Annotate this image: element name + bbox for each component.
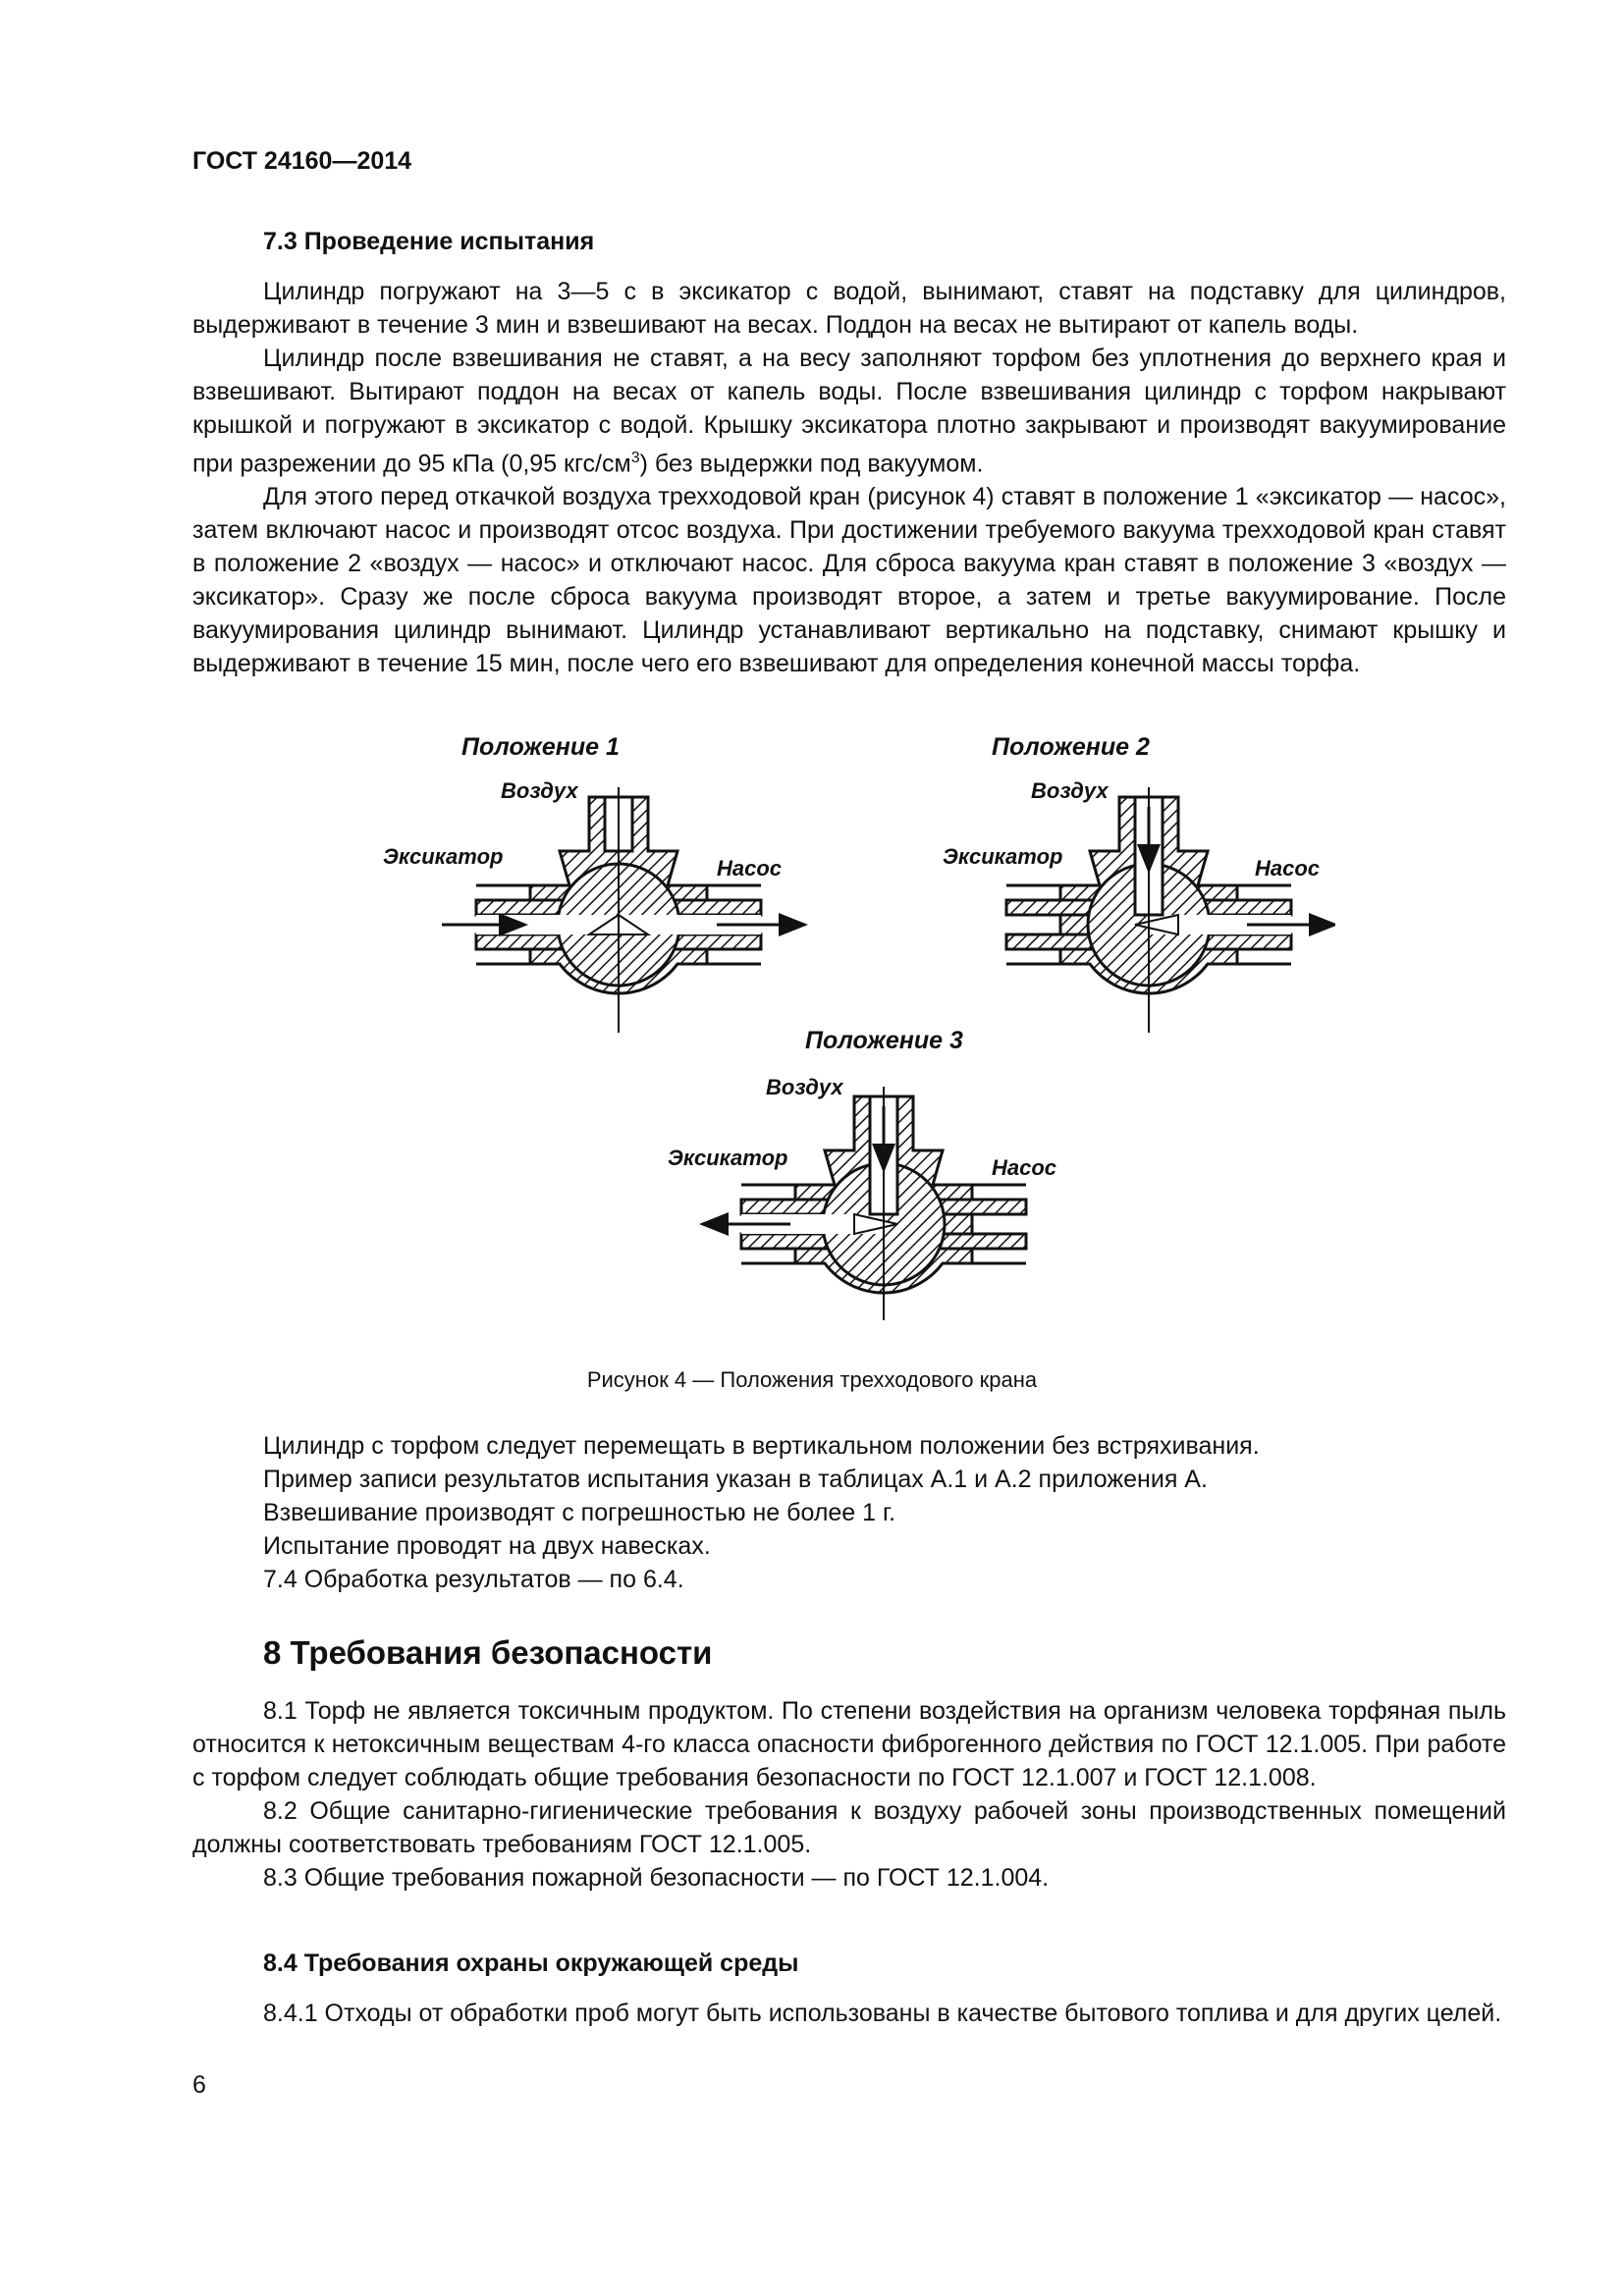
pump-label: Насос [992,1155,1057,1180]
valve-position-1 [442,787,805,1033]
text-line: Испытание проводят на двух навесках. [263,1532,711,1560]
document-id: ГОСТ 24160—2014 [192,147,412,175]
figure-4-three-way-valve [353,721,1335,1320]
section-7-3-title: 7.3 Проведение испытания [263,228,595,255]
section-7-3-body [192,275,1506,680]
paragraph-text: ) без выдержки под вакуумом. [639,450,984,478]
text-line: Цилиндр с торфом следует перемещать в вертикальном положении без встряхивания. [263,1432,1260,1460]
air-label: Воздух [1031,778,1109,803]
paragraph: Цилиндр погружают на 3—5 с в эксикатор с водой, вынимают, ставят на подставку для цилиндров, выдерживают в течение 3 мин и взвешивают на весах. Поддон на весах не вытирают от капель воды. [192,278,1506,339]
pump-label: Насос [1255,856,1321,881]
section-8-4-title: 8.4 Требования охраны окружающей среды [263,1949,799,1977]
page-number: 6 [192,2071,206,2099]
desiccator-label: Эксикатор [943,844,1063,869]
paragraph [192,342,1506,480]
paragraph: 8.3 Общие требования пожарной безопасности — по ГОСТ 12.1.004. [263,1864,1050,1892]
valve-position-2 [1006,787,1335,1033]
desiccator-label: Эксикатор [668,1146,788,1170]
text-line: 7.4 Обработка результатов — по 6.4. [263,1566,684,1593]
air-label: Воздух [501,778,578,803]
paragraph: 8.1 Торф не является токсичным продуктом. По степени воздействия на организм человека торфяная пыль относится к нетоксичным веществам 4-го класса опасности фиброгенного действия по ГОСТ 12.1.005. При работе с торфом следует соблюдать общие требования безопасности по ГОСТ 12.1.007 и ГОСТ 12.1.008. [192,1697,1506,1791]
valve-position-3 [702,1087,1026,1320]
paragraph-text: Цилиндр после взвешивания не ставят, а на весу заполняют торфом без уплотнения до верхнего края и взвешивают. Вытирают поддон на весах от капель воды. После взвешивания цилиндр с торфом накрывают крышкой и погружают в эксикатор с водой. Крышку эксикатора плотно закрывают и производят вакуумирование при разрежении до 95 кПа (0,95 кгс/см [192,345,1506,478]
section-8-title: 8 Требования безопасности [263,1634,713,1671]
position-3-title: Положение 3 [805,1027,963,1054]
text-line: Взвешивание производят с погрешностью не более 1 г. [263,1499,896,1526]
superscript: 3 [630,450,640,466]
pump-label: Насос [717,856,783,881]
paragraph: 8.2 Общие санитарно-гигиенические требования к воздуху рабочей зоны производственных помещений должны соответствовать требованиям ГОСТ 12.1.005. [192,1797,1506,1858]
position-1-title: Положение 1 [461,733,620,761]
desiccator-label: Эксикатор [383,844,504,869]
air-label: Воздух [766,1075,843,1099]
paragraph: Для этого перед откачкой воздуха трехходовой кран (рисунок 4) ставят в положение 1 «эксикатор — насос», затем включают насос и производят отсос воздуха. При достижении требуемого вакуума трехходовой кран ставят в положение 2 «воздух — насос» и отключают насос. Для сброса вакуума кран ставят в положение 3 «воздух — эксикатор». Сразу же после сброса вакуума производят второе, а затем и третье вакуумирование. После вакуумирования цилиндр вынимают. Цилиндр устанавливают вертикально на подставку, снимают крышку и выдерживают в течение 15 мин, после чего его взвешивают для определения конечной массы торфа. [192,483,1506,678]
paragraph: 8.4.1 Отходы от обработки проб могут быть использованы в качестве бытового топлива и для других целей. [263,2000,1502,2027]
position-2-title: Положение 2 [992,733,1150,761]
text-line: Пример записи результатов испытания указан в таблицах А.1 и А.2 приложения А. [263,1466,1208,1493]
section-8-4-body [192,1997,1506,2030]
figure-caption: Рисунок 4 — Положения трехходового крана [586,1367,1038,1392]
section-8-body [192,1694,1506,1895]
